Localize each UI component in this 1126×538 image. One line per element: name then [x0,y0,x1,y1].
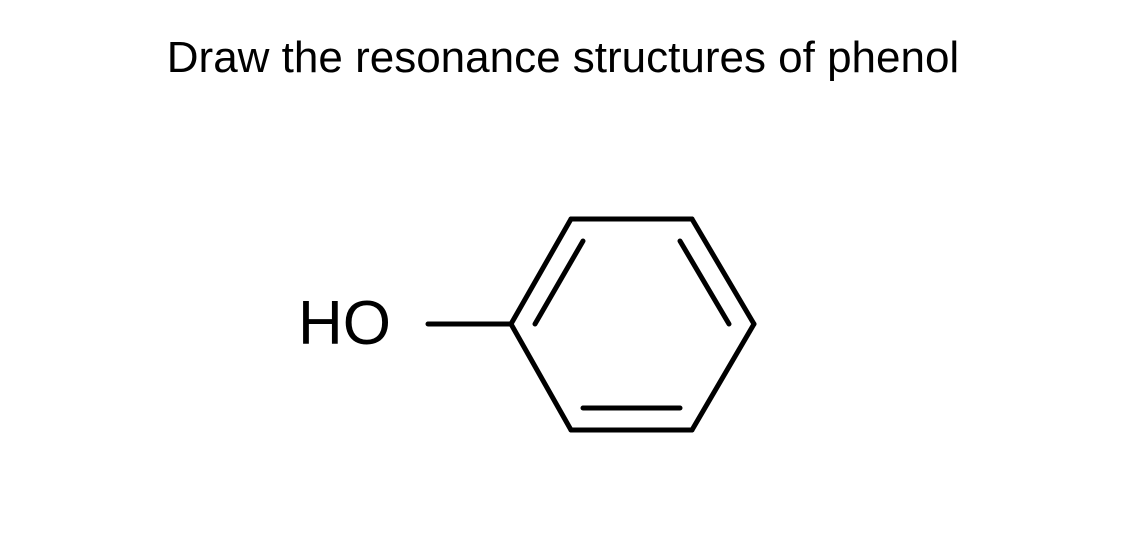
benzene-ring [511,219,754,430]
ring-bond-4 [692,324,754,430]
double-bond-inner-left [535,241,583,324]
ring-bond-6 [511,324,571,430]
double-bond-inner-right [680,241,729,324]
ring-bond-3 [692,219,754,324]
ring-bond-1 [511,219,571,324]
hydroxyl-label: HO [298,289,391,358]
page-title: Draw the resonance structures of phenol [166,33,960,82]
